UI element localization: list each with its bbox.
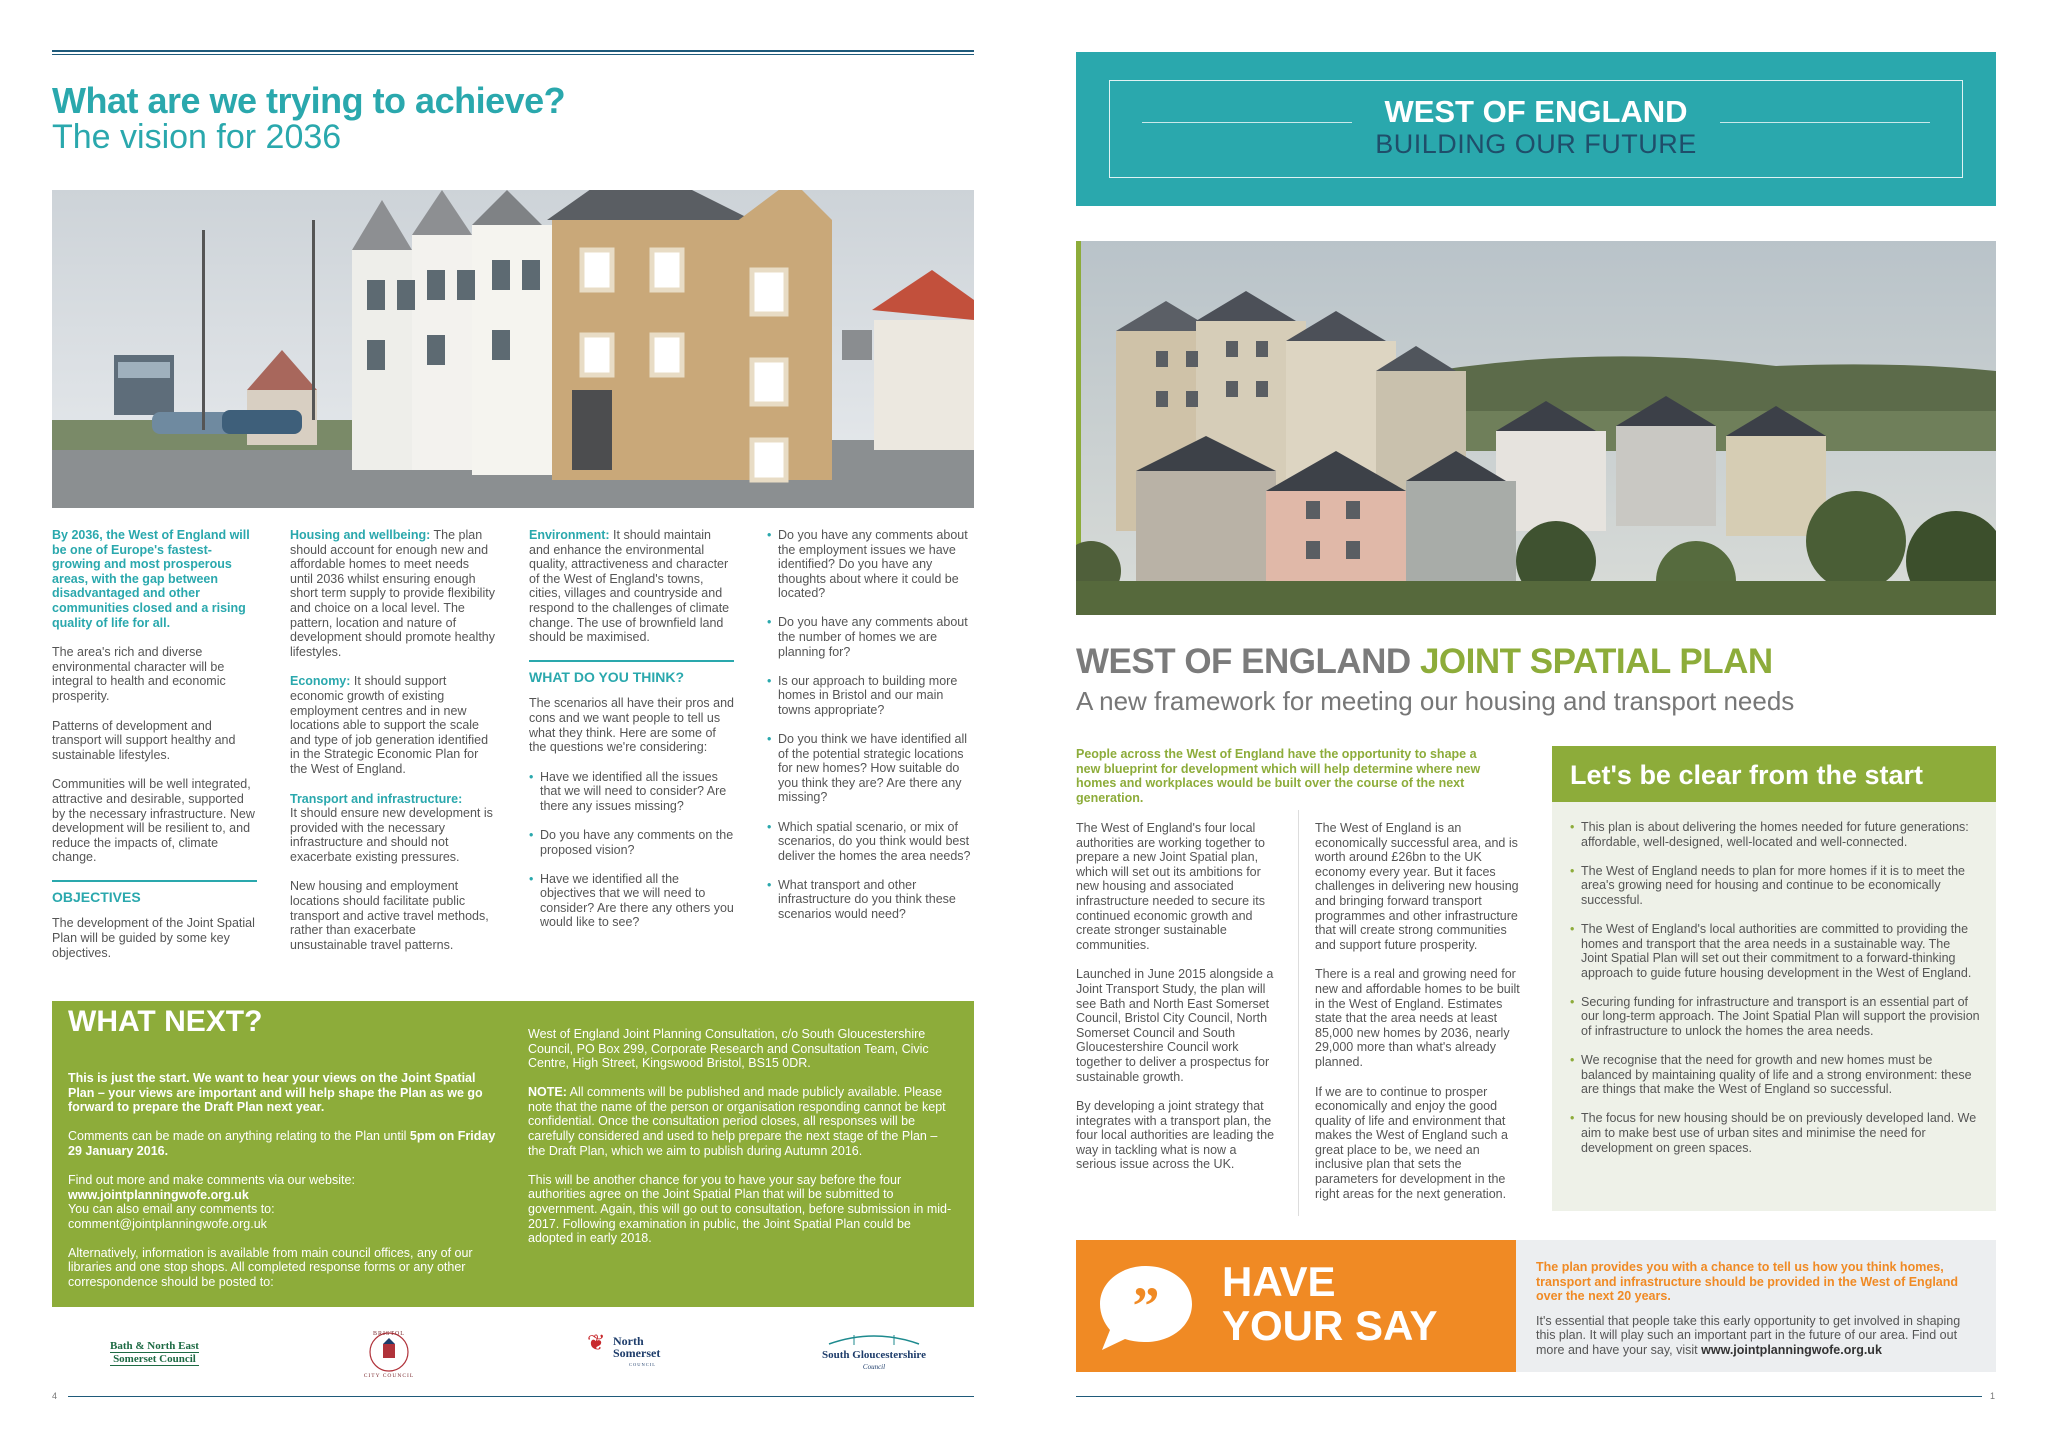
plan-column-1 xyxy=(1076,821,1276,1187)
banner-title: WEST OF ENGLAND xyxy=(1384,94,1688,129)
list-item: • The West of England needs to plan for more homes if it is to meet the area's growing need for housing and continue to be economically successful. xyxy=(1570,864,1980,908)
svg-text:”: ” xyxy=(1132,1276,1160,1336)
clear-list xyxy=(1570,820,1980,1170)
vision-paragraph: The area's rich and diverse environmental character will be integral to health and economic prosperity. xyxy=(52,645,226,703)
contact-info xyxy=(68,1173,498,1231)
what-do-you-think-text: The scenarios all have their pros and cons and we want people to tell us what they think. Here are some of the questions we're considering: xyxy=(529,696,734,755)
vision-paragraph: Patterns of development and transport will support healthy and sustainable lifestyles. xyxy=(52,718,236,762)
email-link[interactable]: comment@jointplanningwofe.org.uk xyxy=(68,1216,267,1231)
top-rule xyxy=(52,50,974,55)
housing-label: Housing and wellbeing: xyxy=(290,528,431,542)
list-item: • Do you think we have identified all of the potential strategic locations for new homes? How suitable do you think they are? Are there any missing? xyxy=(767,732,974,805)
plan-column-2 xyxy=(1298,810,1522,1216)
transport-text: It should ensure new development is provided with the necessary infrastructure and should not exacerbate existing pressures. xyxy=(290,806,493,864)
transport-label: Transport and infrastructure: xyxy=(290,791,463,806)
website-link[interactable]: www.jointplanningwofe.org.uk xyxy=(68,1187,249,1202)
vision-column-2 xyxy=(290,528,495,967)
deadline: 5pm on Friday 29 January 2016. xyxy=(68,1129,496,1158)
page-number-left: 4 xyxy=(52,1391,58,1401)
housing-text: The plan should account for enough new and affordable homes to meet needs until 2036 whilst ensuring enough short term supply to provide flexibility and choice on a local level. The pattern, location and nature of development should promote healthy lifestyles. xyxy=(290,528,495,659)
have-your-say-link[interactable]: www.jointplanningwofe.org.uk xyxy=(1701,1342,1882,1357)
economy-label: Economy: xyxy=(290,674,351,689)
vision-paragraph: Communities will be well integrated, attractive and desirable, supported by the necessary infrastructure. New development will be resilient to, and reduce the impacts of, climate change. xyxy=(52,777,255,865)
plan-paragraph: The West of England's four local authorities are working together to prepare a new Joint Spatial plan, which will set out its ambitions for new housing and associated infrastructure needed to secure its continued economic growth and create stronger sustainable communities. xyxy=(1076,821,1265,952)
list-item: • The West of England's local authorities are committed to providing the homes and transport that the area needs in a sustainable way. The Joint Spatial Plan will set out their commitment to a forward-thinking approach to guide future housing development in the West of England. xyxy=(1570,922,1980,980)
list-item: • We recognise that the need for growth and new homes must be balanced by maintaining quality of life and a strong environment: these are things that make the West of England so successful. xyxy=(1570,1053,1980,1097)
what-do-you-think-heading: WHAT DO YOU THINK? xyxy=(529,660,734,685)
housing-photo xyxy=(52,190,974,508)
objectives-text: The development of the Joint Spatial Plan will be guided by some key objectives. xyxy=(52,916,255,960)
vision-lead: By 2036, the West of England will be one of Europe's fastest-growing and most prosperous areas, with the gap between disadvantaged and other communities closed and a rising quality of life for all. xyxy=(52,528,250,630)
banner xyxy=(1076,52,1996,206)
bridge-icon xyxy=(824,1332,924,1346)
plan-title-grey: WEST OF ENGLAND xyxy=(1076,642,1420,681)
have-your-say-banner xyxy=(1076,1240,1516,1372)
vision-column-1 xyxy=(52,528,257,975)
environment-text: It should maintain and enhance the environmental quality, attractiveness and character of the West of England's towns, cities, villages and countryside and respond to the challenges of climate change. The use of brownfield land should be maximised. xyxy=(529,528,730,645)
plan-subtitle: A new framework for meeting our housing and transport needs xyxy=(1076,686,1795,716)
plan-paragraph: By developing a joint strategy that integrates with a transport plan, the four local authorities are leading the way in tackling what is now a serious issue across the UK. xyxy=(1076,1099,1275,1172)
list-item: • Securing funding for infrastructure and transport is an essential part of our long-term approach. The Joint Spatial Plan will support the provision of infrastructure to unlock the homes the area needs. xyxy=(1570,995,1980,1039)
what-next-title: WHAT NEXT? xyxy=(68,1005,263,1038)
question-list xyxy=(529,770,734,930)
list-item: • The focus for new housing should be on previously developed land. We aim to make best use of urban sites and minimise the need for development on green spaces. xyxy=(1570,1111,1980,1155)
development-photo xyxy=(1076,241,1996,615)
bottom-rule xyxy=(68,1396,974,1397)
bird-icon: ❦ xyxy=(587,1330,606,1355)
plan-paragraph: Launched in June 2015 alongside a Joint Transport Study, the plan will see Bath and North East Somerset Council, Bristol City Council, North Somerset Council and South Gloucestershire Council work together to deliver a prospectus for sustainable growth. xyxy=(1076,967,1274,1084)
email-intro: You can also email any comments to: xyxy=(68,1202,275,1217)
page-number-right: 1 xyxy=(1990,1391,1996,1401)
speech-bubble-icon xyxy=(1096,1262,1196,1354)
have-your-say-body: It's essential that people take this early opportunity to get involved in shaping this plan. It will play such an important part in the future of our area. Find out more and have your say, visit www.jointplanningwofe.org.uk xyxy=(1536,1313,1961,1357)
bristol-council-logo: BRISTOL CITY COUNCIL xyxy=(363,1331,415,1379)
list-item: • Have we identified all the issues that we will need to consider? Are there any issues missing? xyxy=(529,770,734,814)
housing-objective xyxy=(290,528,495,659)
have-your-say-text xyxy=(1536,1260,1976,1358)
list-item: • Which spatial scenario, or mix of scenarios, do you think would best deliver the homes the area needs? xyxy=(767,820,974,864)
final-text: This will be another chance for you to have your say before the four authorities agree on the Joint Spatial Plan that will be submitted to government. Again, this will go out to consultation, before submission in mid-2017. Following examination in public, the Joint Spatial Plan could be adopted in early 2018. xyxy=(528,1172,952,1246)
have-your-say-panel xyxy=(1076,1240,1996,1372)
comments-text: Comments can be made on anything relating to the Plan until xyxy=(68,1129,410,1144)
south-glos-logo: South Gloucestershire Council xyxy=(814,1332,934,1373)
comments-deadline xyxy=(68,1129,498,1158)
list-item: • Do you have any comments on the proposed vision? xyxy=(529,828,734,857)
note-label: NOTE: xyxy=(528,1085,567,1100)
list-item: • Do you have any comments about the employment issues we have identified? Do you have any thoughts about where it could be located? xyxy=(767,528,974,601)
note-text: All comments will be published and made publicly available. Please note that the name of the person or organisation responding cannot be kept confidential. Once the consultation period closes, all responses will be carefully considered and used to help prepare the next stage of the Plan – the Draft Plan, which we aim to publish during Autumn 2016. xyxy=(528,1085,946,1158)
plan-paragraph: The West of England is an economically successful area, and is worth around £26bn to the UK economy every year. But it faces challenges in delivering new housing and bringing forward transport programmes and other infrastructure that will create strong communities and support future prosperity. xyxy=(1315,821,1519,952)
question-list xyxy=(767,528,974,922)
bottom-rule xyxy=(1076,1396,1982,1397)
page-subheading: The vision for 2036 xyxy=(52,118,342,156)
environment-label: Environment: xyxy=(529,528,610,542)
list-item: • Have we identified all the objectives that we will need to consider? Are there any others you would like to see? xyxy=(529,872,734,930)
list-item: • Do you have any comments about the number of homes we are planning for? xyxy=(767,615,974,659)
list-item: • What transport and other infrastructure do you think these scenarios would need? xyxy=(767,878,974,922)
vision-column-3 xyxy=(529,528,734,945)
have-your-say-title: HAVE YOUR SAY xyxy=(1222,1258,1438,1349)
north-somerset-logo: ❦ North Somerset COUNCIL xyxy=(587,1330,661,1367)
postal-address: West of England Joint Planning Consultation, c/o South Gloucestershire Council, PO Box 299, Corporate Research and Consultation Team, Civic Centre, High Street, Kingswood Bristol, BS15 0DR. xyxy=(528,1027,929,1071)
alternative-text: Alternatively, information is available from main council offices, any of our libraries and one stop shops. All completed response forms or any other correspondence should be posted to: xyxy=(68,1245,473,1290)
transport-objective xyxy=(290,792,495,807)
list-item: • This plan is about delivering the homes needed for future generations: affordable, well-designed, well-located and well-connected. xyxy=(1570,820,1980,849)
clear-from-start-box xyxy=(1552,746,1996,1211)
council-logos xyxy=(52,1330,974,1380)
objectives-heading: OBJECTIVES xyxy=(52,880,257,905)
what-next-box xyxy=(52,1001,974,1307)
website-intro: Find out more and make comments via our website: xyxy=(68,1172,355,1187)
plan-paragraph: If we are to continue to prosper economically and enjoy the good quality of life and environment that makes the West of England such a great place to be, we need an inclusive plan that sets the parameters for development in the right areas for the next generation. xyxy=(1315,1084,1508,1201)
what-next-left xyxy=(68,1071,498,1304)
vision-column-4 xyxy=(767,528,974,936)
environment-objective xyxy=(529,528,734,645)
housing-employment-text: New housing and employment locations should facilitate public transport and active travel methods, rather than exacerbate unsustainable travel patterns. xyxy=(290,879,489,952)
have-your-say-lead: The plan provides you with a chance to tell us how you think homes, transport and infrastructure should be provided in the West of England over the next 20 years. xyxy=(1536,1260,1959,1304)
what-next-right xyxy=(528,1027,958,1260)
plan-title-green: JOINT SPATIAL PLAN xyxy=(1419,642,1773,681)
bath-council-logo: Bath & North East Somerset Council xyxy=(110,1340,199,1365)
list-item: • Is our approach to building more homes in Bristol and our main towns appropriate? xyxy=(767,674,974,718)
plan-title xyxy=(1076,642,1773,682)
plan-lead: People across the West of England have the opportunity to shape a new blueprint for development which will help determine where new homes and workplaces would be built over the course of the next generation. xyxy=(1076,747,1481,805)
note xyxy=(528,1085,958,1158)
plan-paragraph: There is a real and growing need for new and affordable homes to be built in the West of England. Estimates state that the area needs at least 85,000 new homes by 2036, nearly 29,000 more than what's already planned. xyxy=(1315,967,1520,1069)
what-next-lead: This is just the start. We want to hear your views on the Joint Spatial Plan – your views are important and will help shape the Plan as we go forward to prepare the Draft Plan next year. xyxy=(68,1071,483,1115)
page-heading: What are we trying to achieve? xyxy=(52,80,566,121)
economy-objective xyxy=(290,674,495,776)
economy-text: It should support economic growth of existing employment centres and in new locations able to support the scale and type of job generation identified in the Strategic Economic Plan for the West of England. xyxy=(290,674,489,776)
clear-heading: Let's be clear from the start xyxy=(1552,746,1996,802)
banner-subtitle: BUILDING OUR FUTURE xyxy=(1375,129,1697,159)
